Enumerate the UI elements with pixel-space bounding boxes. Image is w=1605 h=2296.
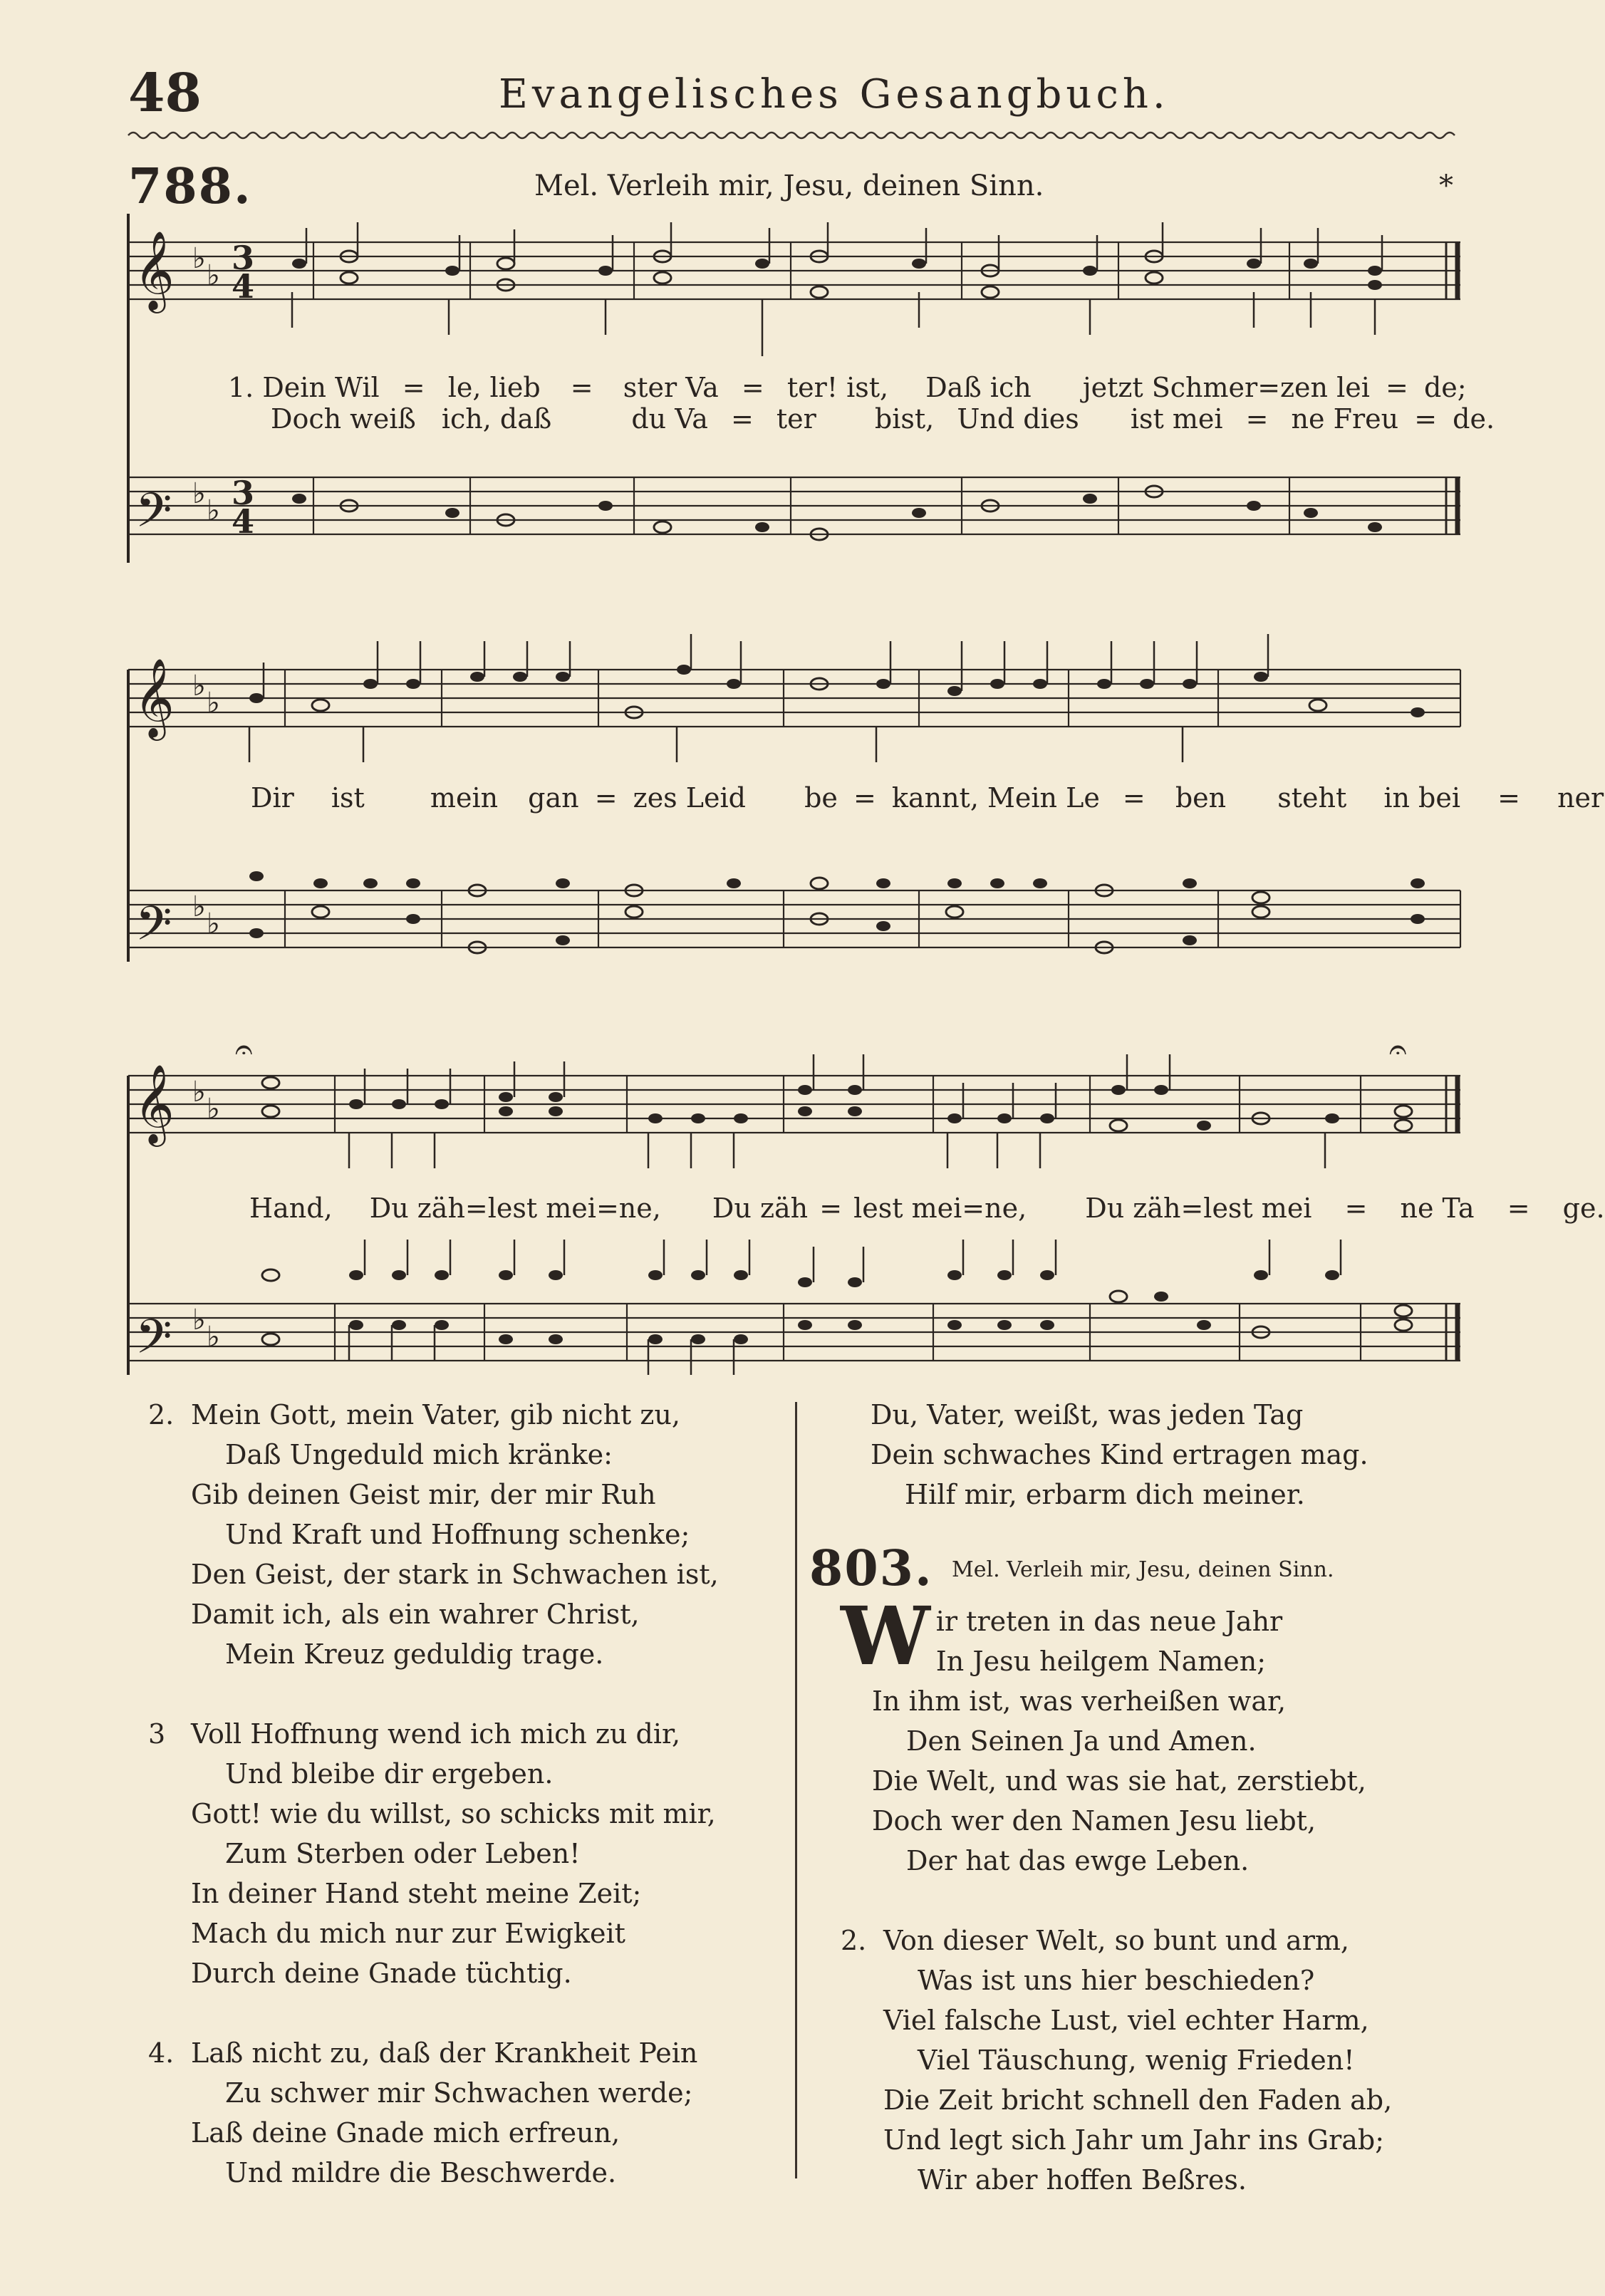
verse-line: Du, Vater, weißt, was jeden Tag	[871, 1399, 1304, 1430]
lyric-hyphen: =	[1386, 372, 1408, 403]
column-divider	[795, 1402, 797, 2178]
svg-text:♭: ♭	[192, 670, 206, 702]
hymn-803-melody: Mel. Verleih mir, Jesu, deinen Sinn.	[952, 1557, 1334, 1582]
verse-line: Der hat das ewge Leben.	[906, 1845, 1250, 1876]
verse-line: Und mildre die Beschwerde.	[225, 2157, 617, 2188]
star-mark: *	[1439, 170, 1453, 202]
lyric-hyphen: =	[570, 372, 593, 403]
hymn-803-verses	[841, 1590, 1482, 2240]
verse-line: Mein Gott, mein Vater, gib nicht zu,	[191, 1399, 680, 1430]
lyric-syllable: Dir	[251, 782, 294, 814]
verse-line: Den Seinen Ja und Amen.	[906, 1725, 1257, 1757]
lyric-hyphen: =	[1507, 1193, 1530, 1224]
hymn-number-788: 788.	[128, 158, 252, 215]
verse-line: Viel falsche Lust, viel echter Harm,	[883, 2005, 1369, 2036]
svg-text:𝄞: 𝄞	[134, 230, 175, 310]
verse-number: 2.	[148, 1399, 175, 1430]
lyric-syllable: de.	[1453, 403, 1495, 435]
svg-text:♭: ♭	[207, 259, 220, 292]
verse-line: Daß Ungeduld mich kränke:	[225, 1439, 613, 1470]
verse-line: Wir aber hoffen Beßres.	[918, 2164, 1247, 2196]
svg-text:♭: ♭	[207, 1093, 220, 1126]
verse-line: Gott! wie du willst, so schicks mit mir,	[191, 1798, 716, 1829]
verse-line: Dein schwaches Kind ertragen mag.	[871, 1439, 1368, 1470]
lyric-syllable: be	[804, 782, 838, 814]
verse-788-4	[148, 2033, 775, 2193]
verse-line: Mach du mich nur zur Ewigkeit	[191, 1918, 625, 1949]
lyric-hyphen: =	[1344, 1193, 1368, 1224]
verse-line: Damit ich, als ein wahrer Christ,	[191, 1599, 640, 1630]
lyric-syllable: de;	[1423, 372, 1467, 403]
verse-line: Voll Hoffnung wend ich mich zu dir,	[191, 1718, 681, 1750]
lyric-hyphen: =	[1414, 403, 1438, 435]
lyric-syllable: le, lieb	[447, 372, 541, 403]
lyric-syllable: kannt, Mein Le	[891, 782, 1100, 814]
svg-text:𝄞: 𝄞	[134, 658, 175, 737]
lyric-hyphen: =	[1245, 403, 1269, 435]
verse-line: Viel Täuschung, wenig Frieden!	[918, 2045, 1355, 2076]
lyrics-788-system2	[251, 782, 1604, 814]
lyric-syllable: jetzt Schmer=zen lei	[1082, 372, 1370, 403]
verse-788-3	[148, 1714, 775, 1993]
lyric-hyphen: =	[853, 782, 876, 814]
verse-line: Was ist uns hier beschieden?	[918, 1965, 1315, 1996]
lyrics-788-line1	[228, 372, 1467, 403]
lyric-syllable: ben	[1175, 782, 1227, 814]
drop-cap: W	[841, 1590, 930, 1683]
svg-text:𝄞: 𝄞	[134, 1064, 175, 1143]
verse-line: In ihm ist, was verheißen war,	[872, 1685, 1287, 1717]
verse-line: Die Zeit bricht schnell den Faden ab,	[883, 2084, 1393, 2116]
svg-text:♭: ♭	[192, 890, 206, 923]
verse-line: In deiner Hand steht meine Zeit;	[191, 1878, 642, 1909]
svg-text:4: 4	[232, 502, 255, 541]
verse-line: Laß deine Gnade mich erfreun,	[191, 2117, 620, 2149]
running-title: Evangelisches Gesangbuch.	[499, 71, 1170, 118]
lyric-syllable: ne Freu	[1291, 403, 1399, 435]
lyric-syllable: ge.	[1562, 1193, 1605, 1224]
lyric-hyphen: =	[1122, 782, 1146, 814]
verse-number: 3	[148, 1718, 166, 1750]
lyric-hyphen: =	[819, 1193, 843, 1224]
lyric-syllable: Doch weiß	[271, 403, 416, 435]
lyric-syllable: ne Ta	[1400, 1193, 1475, 1224]
verse-line: Laß nicht zu, daß der Krankheit Pein	[191, 2037, 698, 2069]
verse-line: ir treten in das neue Jahr	[935, 1606, 1283, 1637]
lyric-syllable: du Va	[631, 403, 708, 435]
lyric-syllable: in bei	[1383, 782, 1461, 814]
lyric-syllable: Du zäh=lest mei=ne,	[369, 1193, 661, 1224]
svg-text:𝄢: 𝄢	[135, 483, 172, 549]
svg-text:♭: ♭	[192, 477, 206, 510]
verse-line: Den Geist, der stark in Schwachen ist,	[191, 1559, 719, 1590]
verse-line: Durch deine Gnade tüchtig.	[191, 1958, 572, 1989]
svg-text:3: 3	[232, 239, 255, 277]
lyric-hyphen: =	[594, 782, 618, 814]
lyric-syllable: ich, daß	[441, 403, 552, 435]
lyric-syllable: 1. Dein Wil	[228, 372, 380, 403]
svg-text:♭: ♭	[207, 494, 220, 527]
lyric-syllable: ter	[776, 403, 816, 435]
lyric-hyphen: =	[741, 372, 764, 403]
lyric-syllable: ner	[1557, 782, 1604, 814]
verse-line: Die Welt, und was sie hat, zerstiebt,	[872, 1765, 1366, 1797]
svg-text:♭: ♭	[207, 687, 220, 720]
lyric-hyphen: =	[1497, 782, 1520, 814]
verse-line: In Jesu heilgem Namen;	[935, 1646, 1267, 1677]
svg-text:♭: ♭	[192, 1076, 206, 1108]
lyric-syllable: Daß ich	[925, 372, 1032, 403]
verse-803-1	[841, 1590, 1482, 1881]
lyric-syllable: ist mei	[1130, 403, 1223, 435]
verse-number: 4.	[148, 2037, 175, 2069]
lyric-syllable: lest mei=ne,	[853, 1193, 1027, 1224]
verse-line: Hilf mir, erbarm dich meiner.	[905, 1479, 1305, 1510]
lyric-syllable: steht	[1277, 782, 1347, 814]
verse-line: Von dieser Welt, so bunt und arm,	[883, 1925, 1349, 1956]
lyric-syllable: ter! ist,	[786, 372, 889, 403]
lyric-syllable: ist	[331, 782, 365, 814]
svg-text:♭: ♭	[192, 242, 206, 275]
verse-line: Zu schwer mir Schwachen werde;	[225, 2077, 693, 2109]
hymn-788-melody: Mel. Verleih mir, Jesu, deinen Sinn.	[534, 170, 1044, 202]
lyric-syllable: mein	[430, 782, 499, 814]
svg-text:3: 3	[232, 474, 255, 512]
svg-text:4: 4	[232, 267, 255, 306]
lyric-syllable: ster Va	[623, 372, 719, 403]
svg-text:𝄐: 𝄐	[1389, 1032, 1407, 1068]
svg-text:♭: ♭	[207, 1321, 220, 1354]
lyric-syllable: Und dies	[957, 403, 1079, 435]
page-number: 48	[128, 63, 202, 124]
verse-number: 2.	[841, 1925, 867, 1956]
hymn-788-verse4-continued	[871, 1395, 1483, 1515]
lyric-syllable: Du zäh	[712, 1193, 809, 1224]
lyric-syllable: Du zäh=lest mei	[1085, 1193, 1312, 1224]
lyric-hyphen: =	[402, 372, 425, 403]
verse-line: Mein Kreuz geduldig trage.	[225, 1638, 604, 1670]
lyric-syllable: Hand,	[249, 1193, 333, 1224]
verse-803-2	[841, 1921, 1482, 2200]
lyrics-788-line2	[271, 403, 1495, 435]
lyric-hyphen: =	[730, 403, 754, 435]
svg-text:𝄢: 𝄢	[135, 896, 172, 962]
verse-line: Doch wer den Namen Jesu liebt,	[872, 1805, 1316, 1837]
verse-788-2	[148, 1395, 775, 1674]
verse-line: Und Kraft und Hoffnung schenke;	[225, 1519, 690, 1550]
verse-line: Und bleibe dir ergeben.	[225, 1758, 554, 1789]
decorative-wavy-rule	[128, 130, 1460, 141]
svg-text:𝄢: 𝄢	[135, 1309, 172, 1376]
lyric-syllable: bist,	[874, 403, 935, 435]
svg-text:𝄐: 𝄐	[235, 1032, 253, 1068]
hymn-number-803: 803.	[809, 1540, 933, 1597]
lyrics-788-system3	[249, 1193, 1605, 1224]
verse-line: Und legt sich Jahr um Jahr ins Grab;	[883, 2124, 1385, 2156]
svg-text:♭: ♭	[192, 1304, 206, 1336]
lyric-syllable: gan	[528, 782, 579, 814]
verse-line: Zum Sterben oder Leben!	[225, 1838, 581, 1869]
lyric-syllable: zes Leid	[633, 782, 746, 814]
verse-line: Gib deinen Geist mir, der mir Ruh	[191, 1479, 656, 1510]
hymn-788-verses-left	[148, 1395, 775, 2233]
svg-text:♭: ♭	[207, 908, 220, 940]
